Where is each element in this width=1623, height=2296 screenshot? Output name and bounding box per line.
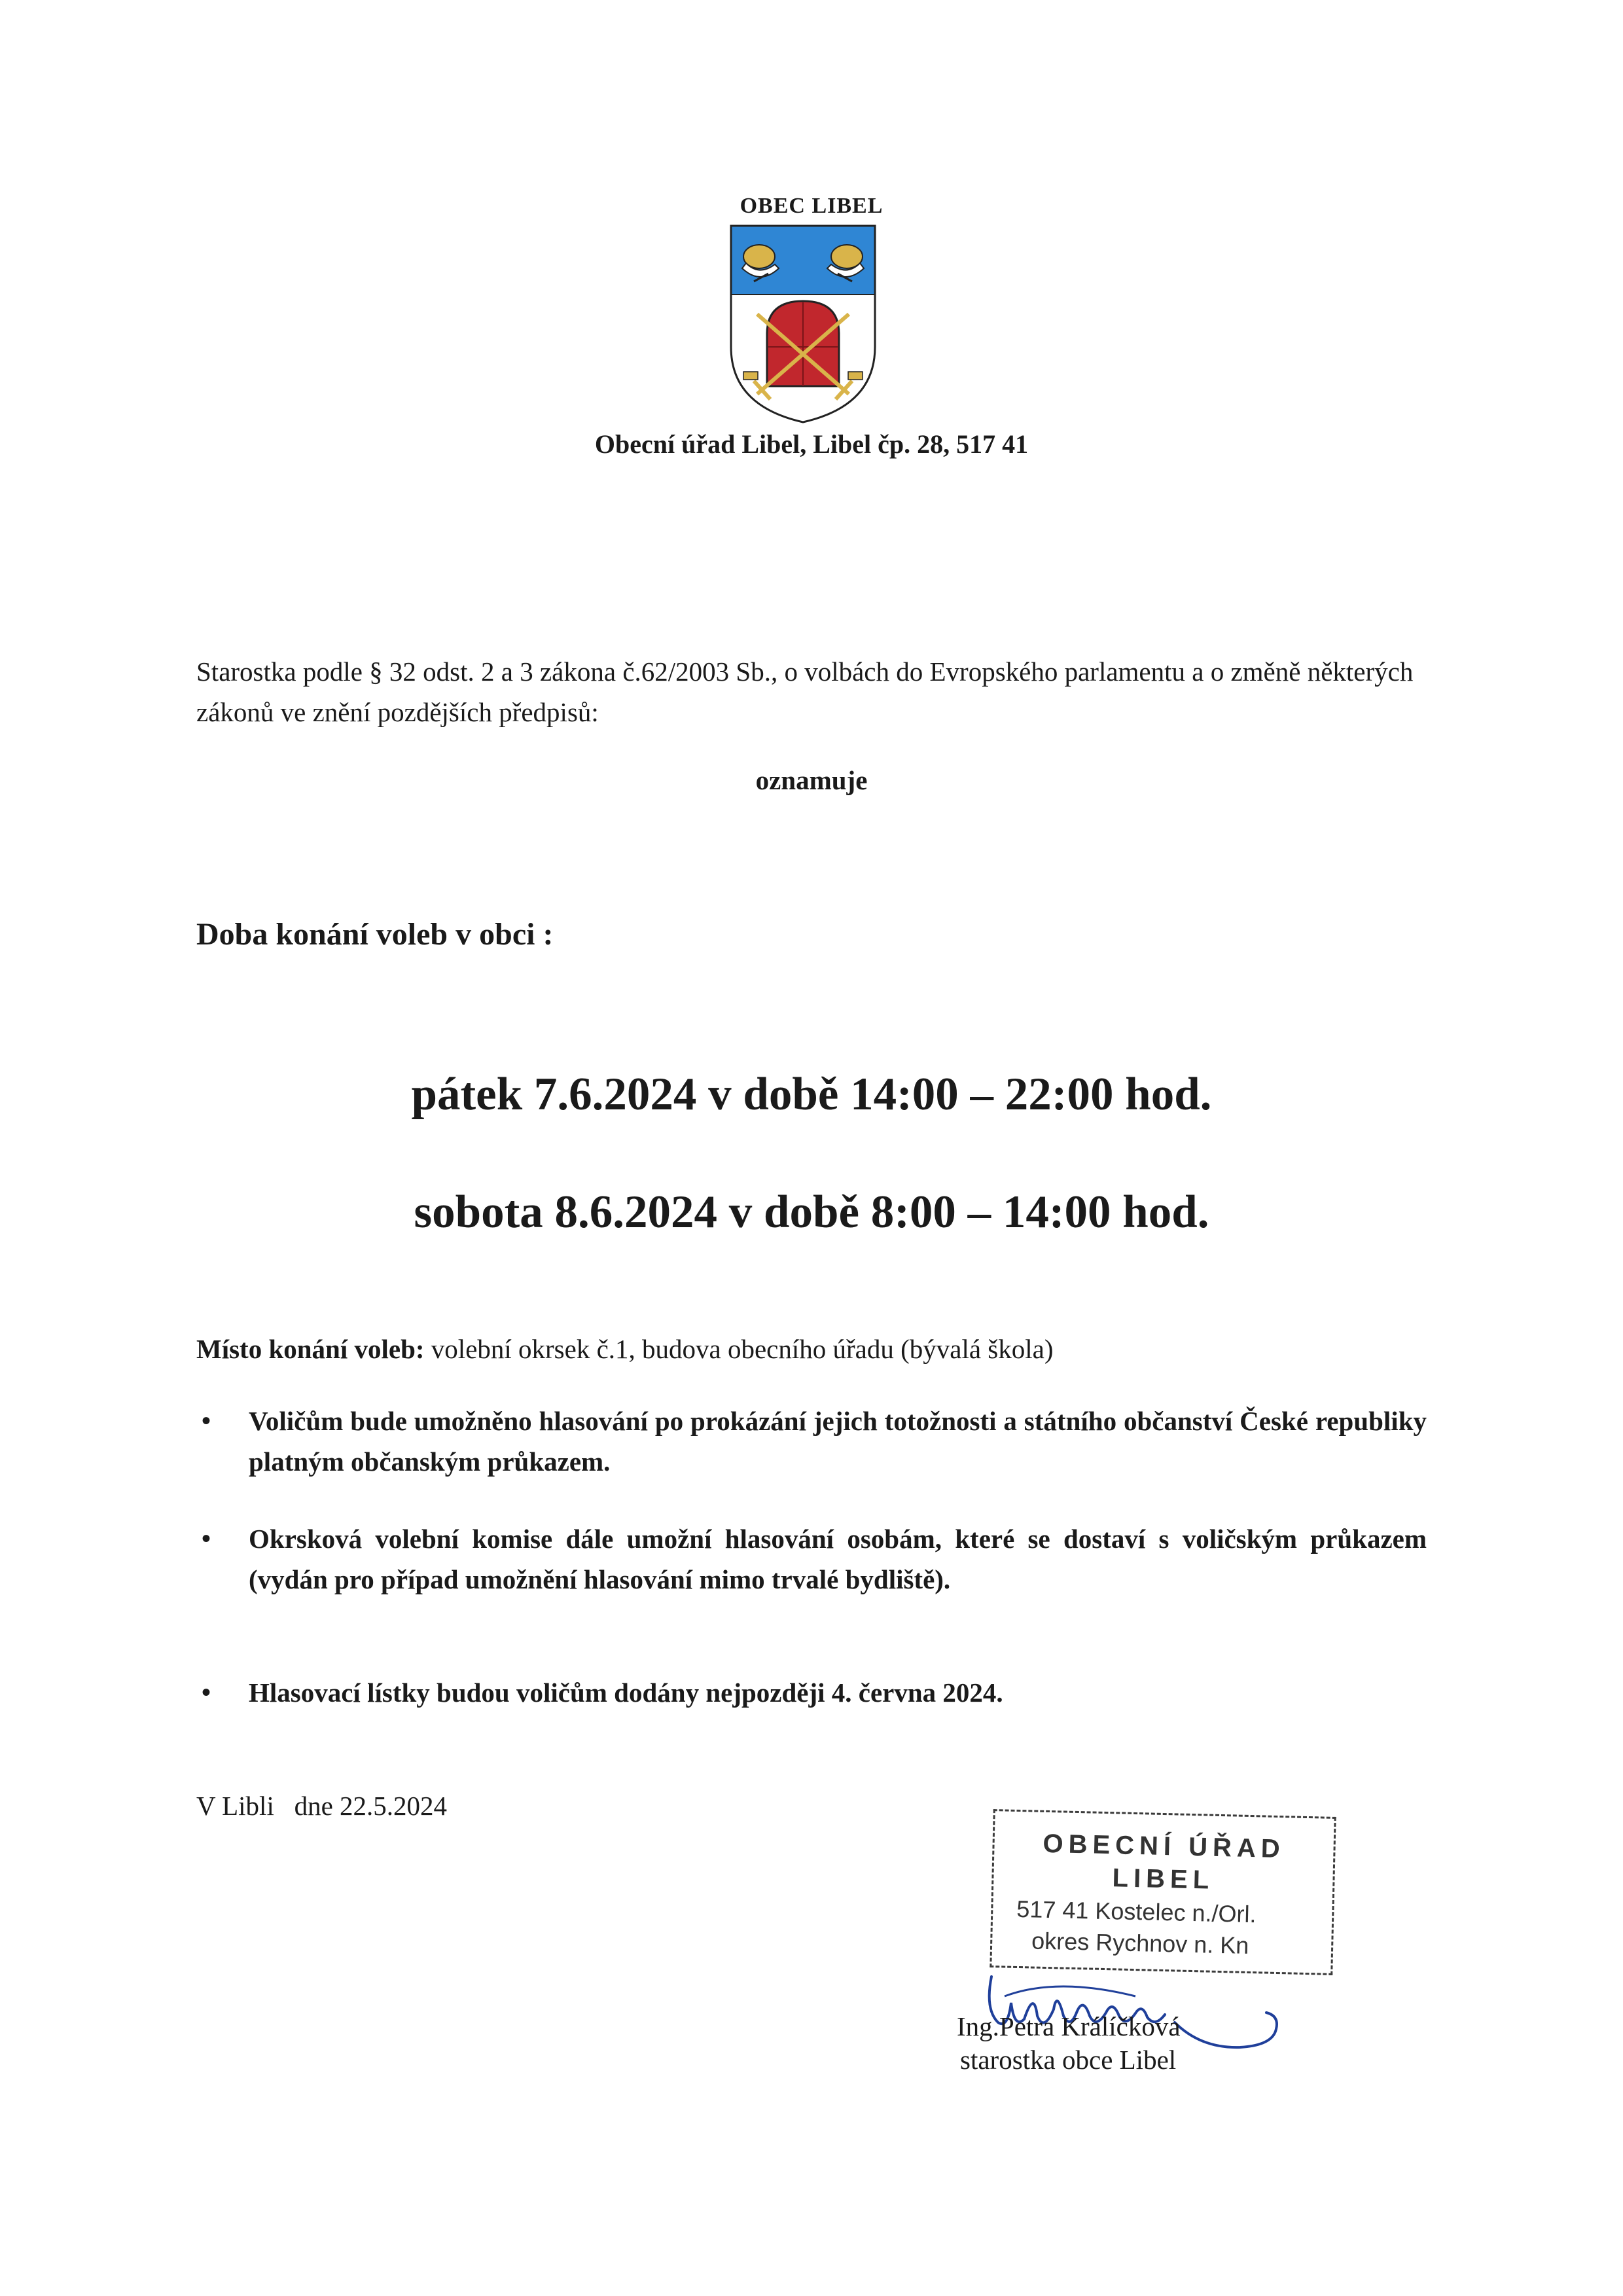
election-time-heading: Doba konání voleb v obci : <box>196 917 554 952</box>
bullet-text-ballots: Hlasovací lístky budou voličům dodány nejpozději 4. června 2024. <box>249 1677 1003 1708</box>
place-and-date: V Libli dne 22.5.2024 <box>196 1791 448 1821</box>
signer-name: Ing.Petra Králíčková <box>957 2011 1181 2041</box>
intro-paragraph: Starostka podle § 32 odst. 2 a 3 zákona č.62/2003 Sb., o volbách do Evropského parlamentu a o změně některých zákonů ve znění pozdějších předpisů: <box>196 656 1414 727</box>
bullet-list-item <box>202 1401 1427 1482</box>
office-address: Obecní úřad Libel, Libel čp. 28, 517 41 <box>594 429 1029 459</box>
bullet-text-voter-card: Okrsková volební komise dále umožní hlasování osobám, které se dostaví s voličským průkazem (vydán pro případ umožnění hlasování mimo trvalé bydliště). <box>249 1524 1427 1594</box>
bullet-icon: • <box>202 1677 211 1707</box>
crest-title: OBEC LIBEL <box>740 194 883 218</box>
election-time-saturday: sobota 8.6.2024 v době 8:00 – 14:00 hod. <box>414 1187 1209 1238</box>
bullet-text-identity: Voličům bude umožněno hlasování po prokázání jejich totožnosti a státního občanství České republiky platným občanským průkazem. <box>249 1406 1427 1477</box>
election-place-label: Místo konání voleb: <box>196 1334 425 1364</box>
announce-word: oznamuje <box>755 765 868 795</box>
bullet-list-item <box>202 1518 1427 1600</box>
stamp-line-1: OBECNÍ ÚŘAD <box>1043 1829 1286 1864</box>
election-place-value: volební okrsek č.1, budova obecního úřadu (bývalá škola) <box>424 1334 1054 1364</box>
election-time-friday: pátek 7.6.2024 v době 14:00 – 22:00 hod. <box>411 1069 1212 1120</box>
stamp-line-4: okres Rychnov n. Kn <box>1031 1927 1249 1959</box>
stamp-line-3: 517 41 Kostelec n./Orl. <box>1016 1895 1257 1928</box>
stamp-line-2: LIBEL <box>1112 1863 1215 1895</box>
signer-role: starostka obce Libel <box>960 2045 1177 2075</box>
bullet-icon: • <box>202 1406 211 1435</box>
bullet-icon: • <box>202 1524 211 1553</box>
election-place <box>196 1333 1440 1365</box>
coat-of-arms <box>728 223 878 425</box>
bullet-list-item <box>202 1672 1427 1713</box>
